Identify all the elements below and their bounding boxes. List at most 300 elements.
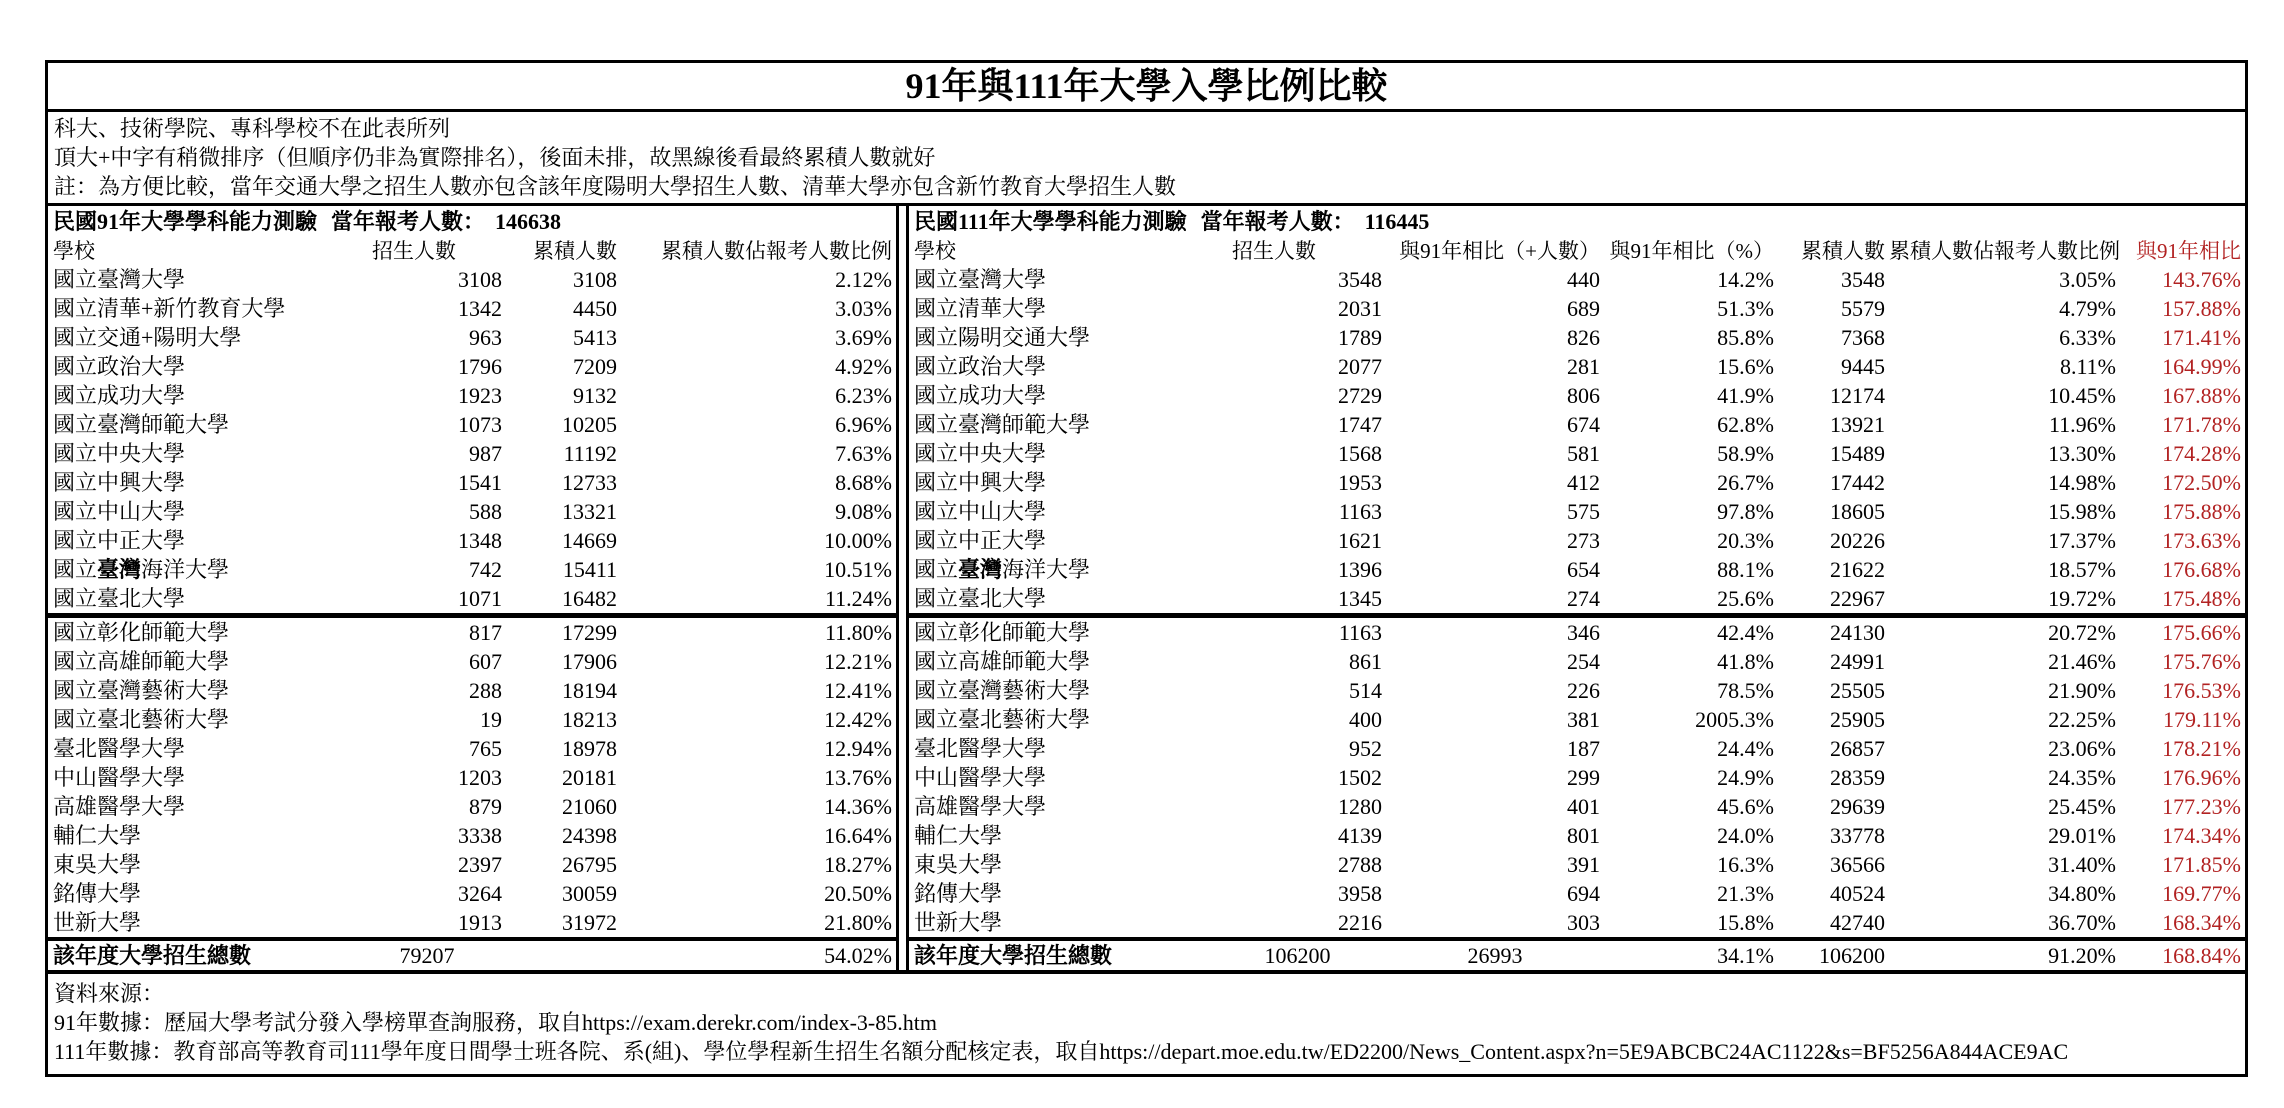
table-row	[909, 792, 2245, 821]
cum_ratio-cell: 91.20%	[2048, 943, 2116, 968]
source-line-111: 111年數據：教育部高等教育司111學年度日間學士班各院、系(組)、學位學程新生招生名額分配核定表，取自https://depart.moe.edu.tw/ED2200/News_Content.aspx?n=5E9ABCBC24AC1122&s=BF5256A844ACE9AC	[54, 1039, 2069, 1064]
school-cell: 國立臺灣大學	[914, 267, 1047, 292]
cumulative-cell: 31972	[562, 910, 617, 935]
diff_pct-cell: 41.8%	[1717, 649, 1774, 674]
school-cell: 國立成功大學	[53, 383, 186, 408]
year111-column-headers	[909, 238, 2245, 265]
diff_count-cell: 254	[1567, 649, 1600, 674]
cum_ratio-cell: 19.72%	[2048, 586, 2116, 611]
cum_ratio-cell: 18.27%	[824, 852, 892, 877]
cumulative-cell: 26795	[562, 852, 617, 877]
cumulative-cell: 12174	[1830, 383, 1885, 408]
cumulative-cell: 18213	[562, 707, 617, 732]
year111-table-caption	[909, 206, 2245, 238]
school-cell: 銘傳大學	[53, 881, 142, 906]
school-cell: 臺北醫學大學	[914, 736, 1047, 761]
school-cell: 國立臺灣海洋大學	[914, 557, 1091, 582]
admitted-cell: 288	[469, 678, 502, 703]
cum_ratio-cell: 23.06%	[2048, 736, 2116, 761]
diff_count-cell: 26993	[1467, 943, 1523, 968]
school-cell: 世新大學	[53, 910, 142, 935]
table-row	[909, 352, 2245, 381]
school-cell: 國立中正大學	[53, 528, 186, 553]
column-header: 累積人數	[533, 239, 617, 263]
vs91_ratio-cell: 143.76%	[2162, 267, 2241, 292]
vs91_ratio-cell: 175.88%	[2162, 499, 2241, 524]
school-cell: 國立政治大學	[914, 354, 1047, 379]
cum_ratio-cell: 8.68%	[835, 470, 892, 495]
table-row	[909, 526, 2245, 555]
cum_ratio-cell: 54.02%	[824, 943, 892, 968]
diff_count-cell: 674	[1567, 412, 1600, 437]
table-row	[48, 676, 896, 705]
cum_ratio-cell: 20.72%	[2048, 620, 2116, 645]
admitted-cell: 1923	[458, 383, 502, 408]
diff_count-cell: 381	[1567, 707, 1600, 732]
school-cell: 國立臺北大學	[53, 586, 186, 611]
cumulative-cell: 18605	[1830, 499, 1885, 524]
admitted-cell: 987	[469, 441, 502, 466]
cumulative-cell: 24130	[1830, 620, 1885, 645]
table-row	[909, 763, 2245, 792]
table-row	[48, 584, 896, 613]
diff_count-cell: 274	[1567, 586, 1600, 611]
cum_ratio-cell: 9.08%	[835, 499, 892, 524]
diff_count-cell: 440	[1567, 267, 1600, 292]
admitted-cell: 2397	[458, 852, 502, 877]
cum_ratio-cell: 3.05%	[2059, 267, 2116, 292]
cum_ratio-cell: 21.90%	[2048, 678, 2116, 703]
school-cell: 臺北醫學大學	[53, 736, 186, 761]
table-row	[48, 613, 896, 647]
table-row	[909, 497, 2245, 526]
admitted-cell: 1747	[1338, 412, 1382, 437]
vs91_ratio-cell: 168.34%	[2162, 910, 2241, 935]
column-header: 學校	[914, 239, 956, 263]
cum_ratio-cell: 10.45%	[2048, 383, 2116, 408]
year111-rows	[909, 265, 2245, 970]
vs91_ratio-cell: 179.11%	[2162, 707, 2241, 732]
diff_pct-cell: 88.1%	[1717, 557, 1774, 582]
diff_pct-cell: 78.5%	[1717, 678, 1774, 703]
school-cell: 銘傳大學	[914, 881, 1003, 906]
cum_ratio-cell: 6.96%	[835, 412, 892, 437]
cumulative-cell: 13321	[562, 499, 617, 524]
diff_count-cell: 826	[1567, 325, 1600, 350]
diff_pct-cell: 14.2%	[1717, 267, 1774, 292]
vs91_ratio-cell: 178.21%	[2162, 736, 2241, 761]
cumulative-cell: 16482	[562, 586, 617, 611]
diff_pct-cell: 25.6%	[1717, 586, 1774, 611]
cumulative-cell: 29639	[1830, 794, 1885, 819]
year91-rows	[48, 265, 896, 970]
table-row	[909, 734, 2245, 763]
admitted-cell: 1163	[1338, 620, 1382, 645]
table-row	[909, 439, 2245, 468]
table-row	[909, 647, 2245, 676]
column-header: 累積人數佔報考人數比例	[661, 239, 892, 263]
cum_ratio-cell: 6.33%	[2059, 325, 2116, 350]
vs91_ratio-cell: 157.88%	[2162, 296, 2241, 321]
admitted-cell: 1071	[458, 586, 502, 611]
table-row	[909, 879, 2245, 908]
vs91_ratio-cell: 177.23%	[2162, 794, 2241, 819]
cum_ratio-cell: 8.11%	[2059, 354, 2116, 379]
cumulative-cell: 42740	[1830, 910, 1885, 935]
admitted-cell: 963	[469, 325, 502, 350]
school-cell: 國立彰化師範大學	[53, 620, 230, 645]
school-cell: 國立中山大學	[914, 499, 1047, 524]
cumulative-cell: 24991	[1830, 649, 1885, 674]
diff_pct-cell: 16.3%	[1717, 852, 1774, 877]
table-row	[48, 352, 896, 381]
vs91_ratio-cell: 171.41%	[2162, 325, 2241, 350]
table-row	[909, 294, 2245, 323]
diff_count-cell: 187	[1567, 736, 1600, 761]
cumulative-cell: 14669	[562, 528, 617, 553]
cumulative-cell: 5413	[573, 325, 617, 350]
table-row	[48, 850, 896, 879]
year91-table-caption	[48, 206, 896, 238]
cumulative-cell: 17442	[1830, 470, 1885, 495]
table-row	[909, 410, 2245, 439]
table-row	[48, 497, 896, 526]
diff_count-cell: 401	[1567, 794, 1600, 819]
admitted-cell: 2729	[1338, 383, 1382, 408]
admitted-cell: 1345	[1338, 586, 1382, 611]
diff_count-cell: 281	[1567, 354, 1600, 379]
cumulative-cell: 7209	[573, 354, 617, 379]
school-cell: 國立高雄師範大學	[53, 649, 230, 674]
cum_ratio-cell: 7.63%	[835, 441, 892, 466]
table-row	[909, 555, 2245, 584]
tables-region	[48, 206, 2245, 974]
column-header: 與91年相比（+人數）	[1399, 239, 1600, 263]
diff_count-cell: 299	[1567, 765, 1600, 790]
cum_ratio-cell: 2.12%	[835, 267, 892, 292]
column-header: 學校	[53, 239, 95, 263]
table-row	[48, 265, 896, 294]
school-cell: 高雄醫學大學	[914, 794, 1047, 819]
cum_ratio-cell: 14.36%	[824, 794, 892, 819]
admitted-cell: 3958	[1338, 881, 1382, 906]
column-header: 累積人數佔報考人數比例	[1889, 239, 2120, 263]
diff_pct-cell: 41.9%	[1717, 383, 1774, 408]
cum_ratio-cell: 6.23%	[835, 383, 892, 408]
cum_ratio-cell: 13.30%	[2048, 441, 2116, 466]
cum_ratio-cell: 12.41%	[824, 678, 892, 703]
cumulative-cell: 12733	[562, 470, 617, 495]
total-row	[909, 937, 2245, 970]
cum_ratio-cell: 17.37%	[2048, 528, 2116, 553]
note-line: 科大、技術學院、專科學校不在此表所列	[54, 116, 451, 141]
cum_ratio-cell: 4.79%	[2059, 296, 2116, 321]
admitted-cell: 2031	[1338, 296, 1382, 321]
year111-caption-text: 民國111年大學學科能力測驗	[914, 209, 1187, 234]
admitted-cell: 765	[469, 736, 502, 761]
table-row	[48, 439, 896, 468]
cum_ratio-cell: 36.70%	[2048, 910, 2116, 935]
column-header: 招生人數	[1232, 239, 1316, 263]
total-row	[48, 937, 896, 970]
year91-examinees-label: 當年報考人數：	[331, 209, 486, 234]
table-row	[48, 647, 896, 676]
table-row	[909, 468, 2245, 497]
cumulative-cell: 15489	[1830, 441, 1885, 466]
year91-table	[48, 206, 899, 970]
vs91_ratio-cell: 167.88%	[2162, 383, 2241, 408]
vs91_ratio-cell: 164.99%	[2162, 354, 2241, 379]
cumulative-cell: 40524	[1830, 881, 1885, 906]
source-label: 資料來源：	[54, 981, 165, 1006]
table-row	[909, 584, 2245, 613]
diff_count-cell: 273	[1567, 528, 1600, 553]
admitted-cell: 1163	[1338, 499, 1382, 524]
vs91_ratio-cell: 175.76%	[2162, 649, 2241, 674]
school-cell: 中山醫學大學	[53, 765, 186, 790]
school-cell: 東吳大學	[914, 852, 1003, 877]
school-cell: 國立臺灣海洋大學	[53, 557, 230, 582]
diff_pct-cell: 24.0%	[1717, 823, 1774, 848]
diff_pct-cell: 85.8%	[1717, 325, 1774, 350]
note-line: 頂大+中字有稍微排序（但順序仍非為實際排名），後面未排，故黑線後看最終累積人數就好	[54, 145, 936, 170]
school-cell: 國立臺灣大學	[53, 267, 186, 292]
diff_pct-cell: 24.9%	[1717, 765, 1774, 790]
admitted-cell: 3264	[458, 881, 502, 906]
cumulative-cell	[506, 941, 621, 970]
cum_ratio-cell: 3.69%	[835, 325, 892, 350]
panel-divider-gap	[899, 206, 906, 970]
school-cell: 國立臺灣藝術大學	[914, 678, 1091, 703]
table-row	[48, 705, 896, 734]
page-title: 91年與111年大學入學比例比較	[48, 63, 2245, 112]
cumulative-cell: 7368	[1841, 325, 1885, 350]
table-row	[48, 792, 896, 821]
admitted-cell: 1342	[458, 296, 502, 321]
cumulative-cell: 25505	[1830, 678, 1885, 703]
cumulative-cell: 9132	[573, 383, 617, 408]
diff_count-cell: 694	[1567, 881, 1600, 906]
school-cell: 國立臺北大學	[914, 586, 1047, 611]
cumulative-cell: 5579	[1841, 296, 1885, 321]
table-row	[48, 879, 896, 908]
cumulative-cell: 24398	[562, 823, 617, 848]
admitted-cell: 607	[469, 649, 502, 674]
vs91_ratio-cell: 174.28%	[2162, 441, 2241, 466]
school-cell: 國立臺灣師範大學	[53, 412, 230, 437]
diff_count-cell: 654	[1567, 557, 1600, 582]
vs91_ratio-cell: 175.66%	[2162, 620, 2241, 645]
admitted-cell: 952	[1349, 736, 1382, 761]
school-cell: 國立清華大學	[914, 296, 1047, 321]
table-row	[909, 323, 2245, 352]
cum_ratio-cell: 21.80%	[824, 910, 892, 935]
diff_pct-cell: 15.8%	[1717, 910, 1774, 935]
table-row	[48, 410, 896, 439]
cumulative-cell: 25905	[1830, 707, 1885, 732]
diff_count-cell: 801	[1567, 823, 1600, 848]
diff_count-cell: 412	[1567, 470, 1600, 495]
vs91_ratio-cell: 174.34%	[2162, 823, 2241, 848]
table-row	[48, 294, 896, 323]
school-cell: 國立臺灣師範大學	[914, 412, 1091, 437]
diff_count-cell: 391	[1567, 852, 1600, 877]
admitted-cell: 1568	[1338, 441, 1382, 466]
table-row	[48, 381, 896, 410]
school-cell: 國立政治大學	[53, 354, 186, 379]
diff_pct-cell: 34.1%	[1717, 943, 1774, 968]
admitted-cell: 1280	[1338, 794, 1382, 819]
admitted-cell: 79207	[399, 943, 455, 968]
diff_pct-cell: 51.3%	[1717, 296, 1774, 321]
diff_pct-cell: 62.8%	[1717, 412, 1774, 437]
diff_count-cell: 689	[1567, 296, 1600, 321]
admitted-cell: 1913	[458, 910, 502, 935]
column-header: 與91年相比	[2136, 239, 2241, 263]
admitted-cell: 3338	[458, 823, 502, 848]
school-cell: 國立交通+陽明大學	[53, 325, 242, 350]
cum_ratio-cell: 12.42%	[824, 707, 892, 732]
admitted-cell: 106200	[1264, 943, 1331, 968]
table-row	[48, 468, 896, 497]
school-cell: 國立高雄師範大學	[914, 649, 1091, 674]
cumulative-cell: 17906	[562, 649, 617, 674]
admitted-cell: 4139	[1338, 823, 1382, 848]
table-row	[48, 555, 896, 584]
school-cell: 國立中興大學	[53, 470, 186, 495]
school-cell: 國立臺北藝術大學	[53, 707, 230, 732]
diff_pct-cell: 2005.3%	[1695, 707, 1774, 732]
table-row	[48, 763, 896, 792]
cum_ratio-cell: 13.76%	[824, 765, 892, 790]
table-row	[48, 734, 896, 763]
cum_ratio-cell: 21.46%	[2048, 649, 2116, 674]
vs91_ratio-cell: 169.77%	[2162, 881, 2241, 906]
school-cell: 輔仁大學	[53, 823, 142, 848]
diff_pct-cell: 97.8%	[1717, 499, 1774, 524]
cum_ratio-cell: 11.96%	[2048, 412, 2116, 437]
year111-examinees-label: 當年報考人數：	[1200, 209, 1355, 234]
admitted-cell: 3108	[458, 267, 502, 292]
cum_ratio-cell: 24.35%	[2048, 765, 2116, 790]
diff_pct-cell: 15.6%	[1717, 354, 1774, 379]
admitted-cell: 861	[1349, 649, 1382, 674]
school-cell: 高雄醫學大學	[53, 794, 186, 819]
diff_pct-cell: 24.4%	[1717, 736, 1774, 761]
admitted-cell: 1348	[458, 528, 502, 553]
diff_count-cell: 581	[1567, 441, 1600, 466]
cumulative-cell: 21060	[562, 794, 617, 819]
year111-table	[906, 206, 2245, 970]
admitted-cell: 742	[469, 557, 502, 582]
diff_pct-cell: 21.3%	[1717, 881, 1774, 906]
cumulative-cell: 33778	[1830, 823, 1885, 848]
school-cell: 國立中正大學	[914, 528, 1047, 553]
cum_ratio-cell: 22.25%	[2048, 707, 2116, 732]
table-row	[48, 526, 896, 555]
diff_count-cell: 303	[1567, 910, 1600, 935]
school-cell: 該年度大學招生總數	[53, 943, 252, 968]
diff_pct-cell: 20.3%	[1717, 528, 1774, 553]
cumulative-cell: 106200	[1819, 943, 1885, 968]
cum_ratio-cell: 34.80%	[2048, 881, 2116, 906]
admitted-cell: 1541	[458, 470, 502, 495]
vs91_ratio-cell: 173.63%	[2162, 528, 2241, 553]
cum_ratio-cell: 18.57%	[2048, 557, 2116, 582]
table-row	[909, 908, 2245, 937]
admitted-cell: 1396	[1338, 557, 1382, 582]
admitted-cell: 19	[480, 707, 502, 732]
notes-block	[48, 112, 2245, 206]
cumulative-cell: 13921	[1830, 412, 1885, 437]
cum_ratio-cell: 12.21%	[824, 649, 892, 674]
column-header: 累積人數	[1801, 239, 1885, 263]
cum_ratio-cell: 15.98%	[2048, 499, 2116, 524]
table-row	[909, 613, 2245, 647]
year111-examinees-count: 116445	[1364, 209, 1430, 234]
admitted-cell: 1796	[458, 354, 502, 379]
table-row	[909, 705, 2245, 734]
school-cell: 世新大學	[914, 910, 1003, 935]
admitted-cell: 1621	[1338, 528, 1382, 553]
cumulative-cell: 20181	[562, 765, 617, 790]
vs91_ratio-cell: 171.85%	[2162, 852, 2241, 877]
admitted-cell: 514	[1349, 678, 1382, 703]
cumulative-cell: 18978	[562, 736, 617, 761]
cumulative-cell: 36566	[1830, 852, 1885, 877]
vs91_ratio-cell: 168.84%	[2162, 943, 2241, 968]
cumulative-cell: 30059	[562, 881, 617, 906]
table-row	[909, 850, 2245, 879]
cumulative-cell: 28359	[1830, 765, 1885, 790]
diff_count-cell: 226	[1567, 678, 1600, 703]
comparison-sheet	[45, 60, 2248, 1077]
diff_pct-cell: 26.7%	[1717, 470, 1774, 495]
column-header: 招生人數	[372, 239, 456, 263]
cum_ratio-cell: 31.40%	[2048, 852, 2116, 877]
cumulative-cell: 20226	[1830, 528, 1885, 553]
admitted-cell: 817	[469, 620, 502, 645]
table-row	[909, 821, 2245, 850]
diff_pct-cell: 45.6%	[1717, 794, 1774, 819]
school-cell: 中山醫學大學	[914, 765, 1047, 790]
table-row	[48, 908, 896, 937]
diff_count-cell: 806	[1567, 383, 1600, 408]
admitted-cell: 879	[469, 794, 502, 819]
year91-column-headers	[48, 238, 896, 265]
cumulative-cell: 10205	[562, 412, 617, 437]
cumulative-cell: 3548	[1841, 267, 1885, 292]
cum_ratio-cell: 10.51%	[824, 557, 892, 582]
school-cell: 國立臺灣藝術大學	[53, 678, 230, 703]
school-cell: 輔仁大學	[914, 823, 1003, 848]
school-cell: 國立彰化師範大學	[914, 620, 1091, 645]
admitted-cell: 2788	[1338, 852, 1382, 877]
admitted-cell: 1502	[1338, 765, 1382, 790]
admitted-cell: 588	[469, 499, 502, 524]
diff_count-cell: 575	[1567, 499, 1600, 524]
note-line: 註：為方便比較，當年交通大學之招生人數亦包含該年度陽明大學招生人數、清華大學亦包含新竹教育大學招生人數	[54, 174, 1177, 199]
admitted-cell: 1953	[1338, 470, 1382, 495]
admitted-cell: 2216	[1338, 910, 1382, 935]
cumulative-cell: 9445	[1841, 354, 1885, 379]
vs91_ratio-cell: 171.78%	[2162, 412, 2241, 437]
school-cell: 國立臺北藝術大學	[914, 707, 1091, 732]
column-header: 與91年相比（%）	[1609, 239, 1774, 263]
school-cell: 國立中央大學	[914, 441, 1047, 466]
cumulative-cell: 18194	[562, 678, 617, 703]
cum_ratio-cell: 11.80%	[824, 620, 892, 645]
